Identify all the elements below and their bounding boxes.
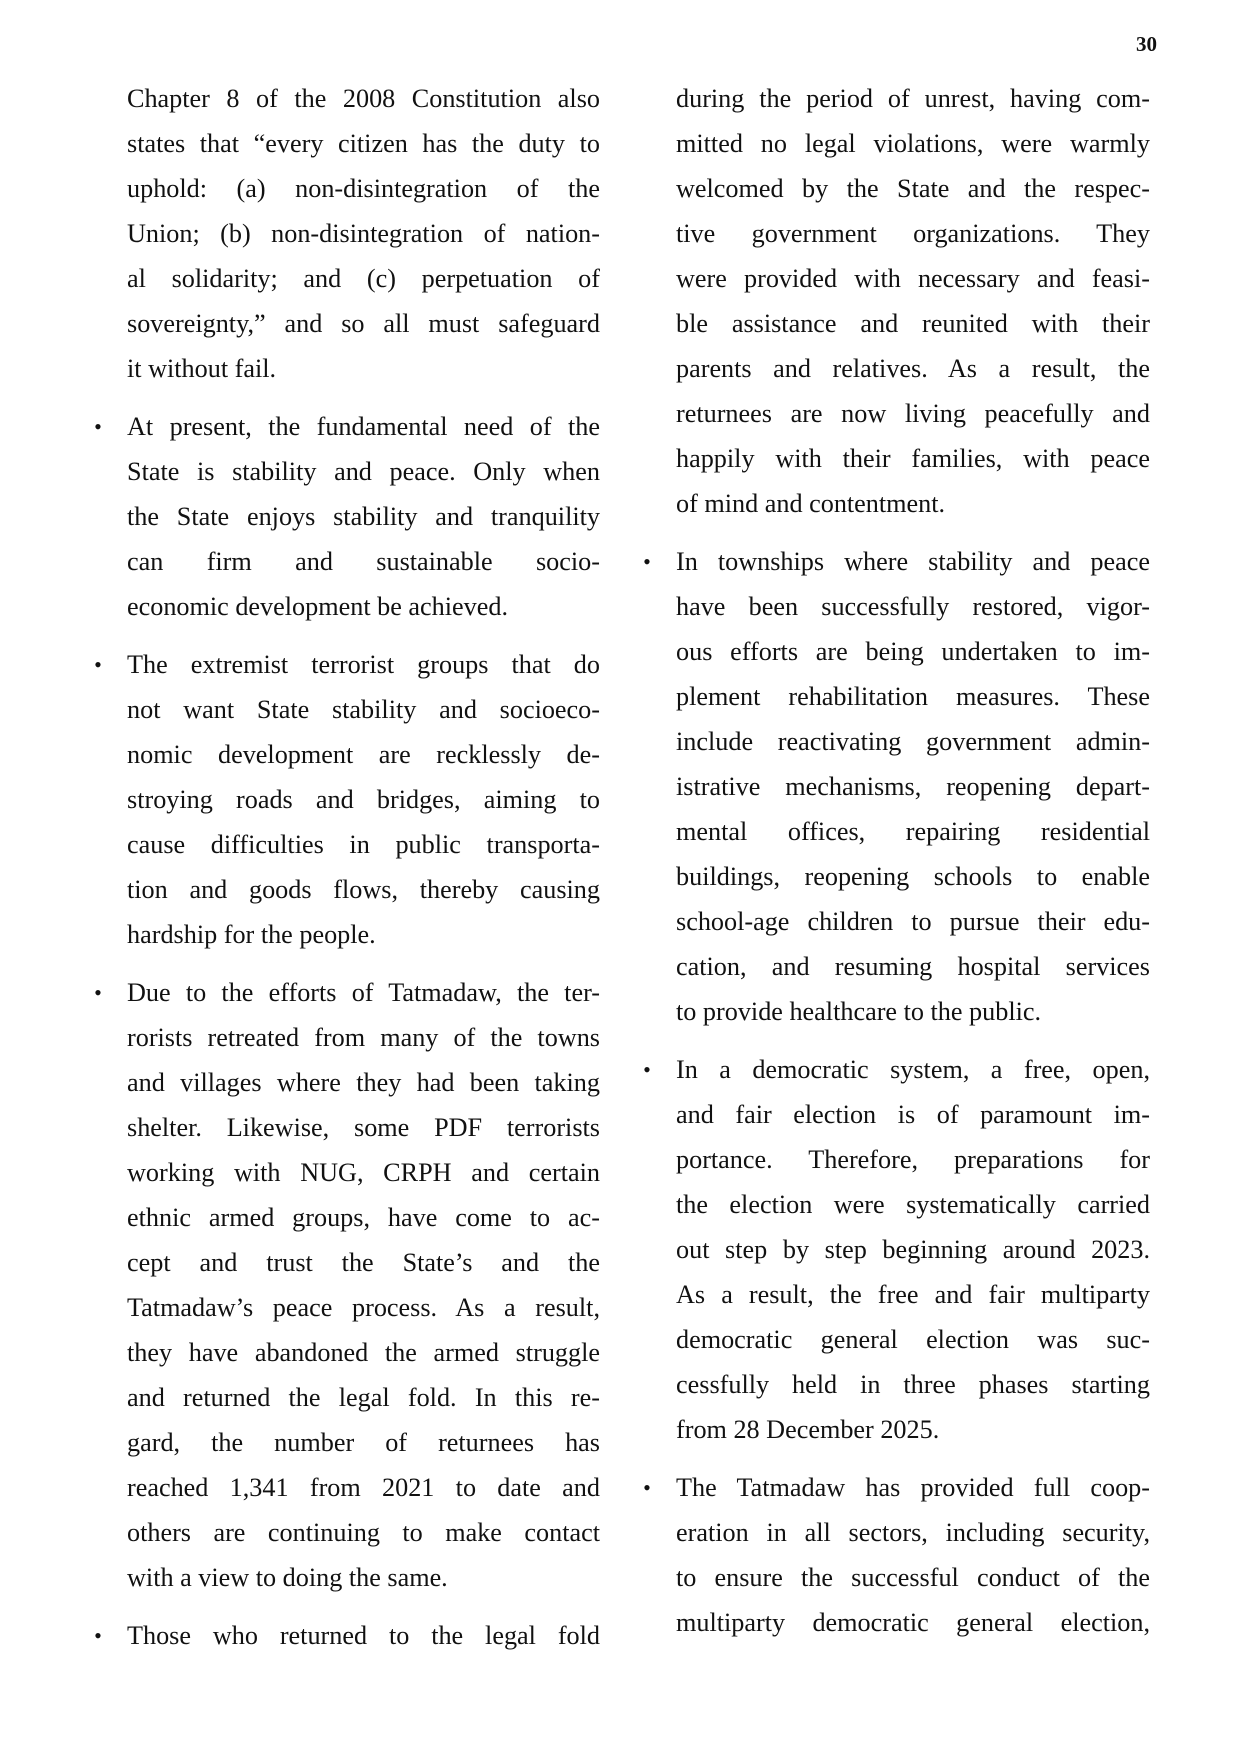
- left-column: [94, 76, 600, 1671]
- text-line: and villages where they had been taking: [127, 1068, 600, 1097]
- text-line: hardship for the people.: [127, 920, 376, 949]
- text-line: Those who returned to the legal fold: [127, 1621, 600, 1650]
- bullet-paragraph: [643, 1465, 1150, 1645]
- text-line: can firm and sustainable socio-: [127, 547, 600, 576]
- text-line: istrative mechanisms, reopening depart-: [676, 772, 1150, 801]
- text-line: others are continuing to make contact: [127, 1518, 600, 1547]
- text-line: multiparty democratic general election,: [676, 1608, 1150, 1637]
- text-line: mitted no legal violations, were warmly: [676, 129, 1150, 158]
- text-line: and fair election is of paramount im-: [676, 1100, 1150, 1129]
- paragraph: [676, 76, 1150, 526]
- text-line: during the period of unrest, having com-: [676, 84, 1150, 113]
- text-line: Tatmadaw’s peace process. As a result,: [127, 1293, 600, 1322]
- text-line: it without fail.: [127, 354, 277, 383]
- text-line: the election were systematically carried: [676, 1190, 1150, 1219]
- text-line: working with NUG, CRPH and certain: [127, 1158, 600, 1187]
- text-line: The Tatmadaw has provided full coop-: [676, 1473, 1150, 1502]
- text-line: include reactivating government admin-: [676, 727, 1150, 756]
- text-line: tion and goods flows, thereby causing: [127, 875, 600, 904]
- bullet-paragraph: [94, 970, 600, 1600]
- text-line: rorists retreated from many of the towns: [127, 1023, 600, 1052]
- text-line: reached 1,341 from 2021 to date and: [127, 1473, 600, 1502]
- text-line: shelter. Likewise, some PDF terrorists: [127, 1113, 600, 1142]
- text-line: states that “every citizen has the duty to: [127, 129, 600, 158]
- bullet-icon: •: [94, 414, 102, 439]
- text-line: portance. Therefore, preparations for: [676, 1145, 1150, 1174]
- bullet-paragraph: [643, 539, 1150, 1034]
- text-line: Union; (b) non-disintegration of nation-: [127, 219, 600, 248]
- bullet-icon: •: [643, 1057, 651, 1082]
- text-line: ble assistance and reunited with their: [676, 309, 1150, 338]
- text-line: returnees are now living peacefully and: [676, 399, 1150, 428]
- text-line: uphold: (a) non-disintegration of the: [127, 174, 600, 203]
- text-line: parents and relatives. As a result, the: [676, 354, 1150, 383]
- text-line: not want State stability and socioeco-: [127, 695, 600, 724]
- bullet-icon: •: [643, 1475, 651, 1500]
- text-line: State is stability and peace. Only when: [127, 457, 600, 486]
- paragraph: [127, 76, 600, 391]
- text-line: cessfully held in three phases starting: [676, 1370, 1150, 1399]
- bullet-paragraph: [94, 642, 600, 957]
- bullet-icon: •: [94, 652, 102, 677]
- text-line: plement rehabilitation measures. These: [676, 682, 1150, 711]
- text-line: with a view to doing the same.: [127, 1563, 448, 1592]
- text-line: In townships where stability and peace: [676, 547, 1150, 576]
- text-line: have been successfully restored, vigor-: [676, 592, 1150, 621]
- text-line: happily with their families, with peace: [676, 444, 1150, 473]
- text-line: buildings, reopening schools to enable: [676, 862, 1150, 891]
- bullet-icon: •: [94, 1623, 102, 1648]
- text-line: At present, the fundamental need of the: [127, 412, 600, 441]
- text-line: The extremist terrorist groups that do: [127, 650, 600, 679]
- text-line: sovereignty,” and so all must safeguard: [127, 309, 600, 338]
- text-line: mental offices, repairing residential: [676, 817, 1150, 846]
- text-line: stroying roads and bridges, aiming to: [127, 785, 600, 814]
- bullet-paragraph: [94, 404, 600, 629]
- bullet-icon: •: [94, 980, 102, 1005]
- text-line: welcomed by the State and the respec-: [676, 174, 1150, 203]
- text-line: were provided with necessary and feasi-: [676, 264, 1150, 293]
- text-line: to provide healthcare to the public.: [676, 997, 1042, 1026]
- text-line: Due to the efforts of Tatmadaw, the ter-: [127, 978, 600, 1007]
- text-line: ous efforts are being undertaken to im-: [676, 637, 1150, 666]
- bullet-paragraph: [94, 1613, 600, 1658]
- text-line: cept and trust the State’s and the: [127, 1248, 600, 1277]
- text-line: school-age children to pursue their edu-: [676, 907, 1150, 936]
- text-line: al solidarity; and (c) perpetuation of: [127, 264, 600, 293]
- right-column: [643, 76, 1150, 1658]
- text-line: the State enjoys stability and tranquility: [127, 502, 600, 531]
- text-line: democratic general election was suc-: [676, 1325, 1150, 1354]
- bullet-icon: •: [643, 549, 651, 574]
- text-line: to ensure the successful conduct of the: [676, 1563, 1150, 1592]
- text-line: they have abandoned the armed struggle: [127, 1338, 600, 1367]
- text-line: eration in all sectors, including security,: [676, 1518, 1150, 1547]
- text-line: tive government organizations. They: [676, 219, 1150, 248]
- text-line: Chapter 8 of the 2008 Constitution also: [127, 84, 600, 113]
- text-line: ethnic armed groups, have come to ac-: [127, 1203, 600, 1232]
- text-line: out step by step beginning around 2023.: [676, 1235, 1150, 1264]
- text-line: and returned the legal fold. In this re-: [127, 1383, 600, 1412]
- text-line: nomic development are recklessly de-: [127, 740, 600, 769]
- text-line: gard, the number of returnees has: [127, 1428, 600, 1457]
- text-line: cause difficulties in public transporta-: [127, 830, 600, 859]
- bullet-paragraph: [643, 1047, 1150, 1452]
- text-line: of mind and contentment.: [676, 489, 946, 518]
- text-line: As a result, the free and fair multiparty: [676, 1280, 1150, 1309]
- text-line: cation, and resuming hospital services: [676, 952, 1150, 981]
- text-line: In a democratic system, a free, open,: [676, 1055, 1150, 1084]
- text-line: from 28 December 2025.: [676, 1415, 940, 1444]
- text-line: economic development be achieved.: [127, 592, 509, 621]
- page-number: 30: [1136, 32, 1157, 56]
